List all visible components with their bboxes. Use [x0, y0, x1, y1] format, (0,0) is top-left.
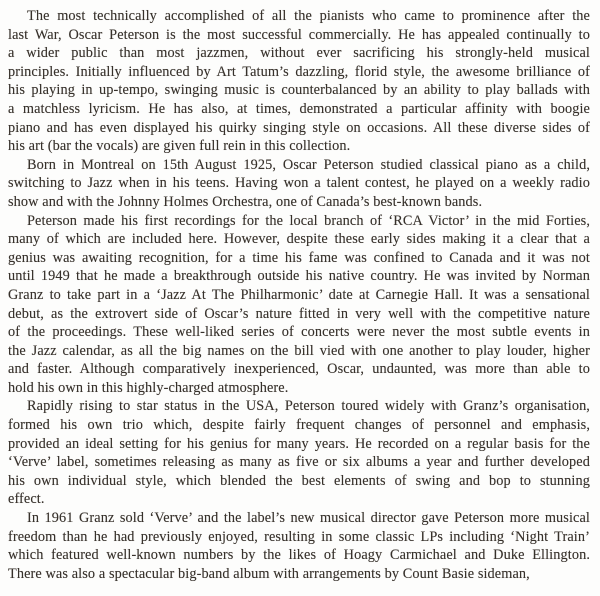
- text-line: last War, Oscar Peterson is the most successful commercially. He has appealed continually to: [8, 26, 590, 43]
- text-line: In 1961 Granz sold ‘Verve’ and the label’s new musical director gave Peterson more musical: [27, 510, 590, 527]
- liner-notes-text: [8, 7, 590, 583]
- text-line: a matchless lyricism. He has also, at times, demonstrated a particular affinity with boogie: [8, 100, 590, 117]
- paragraph-1: [8, 7, 590, 156]
- text-line: hold his own in this highly-charged atmosphere.: [8, 379, 289, 396]
- text-line: The most technically accomplished of all the pianists who came to prominence after the: [27, 8, 590, 24]
- text-line: many of which are included here. However, despite these early sides making it a clear that a: [8, 231, 590, 248]
- text-line: switching to Jazz when in his teens. Having won a talent contest, he played on a weekly radio: [8, 175, 590, 192]
- text-line: Granz to take part in a ‘Jazz At The Philharmonic’ date at Carnegie Hall. It was a sensational: [8, 286, 590, 303]
- text-line: There was also a spectacular big-band album with arrangements by Count Basie sideman,: [8, 565, 530, 582]
- paragraph-5: [8, 509, 590, 583]
- text-line: effect.: [8, 491, 45, 508]
- text-line: of the proceedings. These well-liked series of concerts were never the most subtle events in: [8, 324, 590, 341]
- text-line: principles. Initially influenced by Art Tatum’s dazzling, florid style, the awesome brilliance of: [8, 63, 590, 80]
- text-line: which featured well-known numbers by the likes of Hoagy Carmichael and Duke Ellington.: [8, 547, 590, 564]
- text-line: genius was awaiting recognition, for a time his fame was confined to Canada and it was not: [8, 249, 590, 266]
- text-line: and faster. Although comparatively inexperienced, Oscar, undaunted, was more than able to: [8, 361, 590, 378]
- text-line: his art (bar the vocals) are given full rein in this collection.: [8, 138, 351, 155]
- text-line: Peterson made his first recordings for the local branch of ‘RCA Victor’ in the mid Forties,: [27, 212, 590, 229]
- text-line: ‘Verve’ label, sometimes releasing as many as five or six albums a year and further developed: [8, 454, 590, 471]
- paragraph-3: [8, 212, 590, 398]
- text-line: Born in Montreal on 15th August 1925, Oscar Peterson studied classical piano as a child,: [27, 156, 590, 173]
- paragraph-4: [8, 397, 590, 509]
- text-line: formed his own trio which, despite fairly frequent changes of personnel and emphasis,: [8, 417, 590, 434]
- text-line: provided an ideal setting for his genius for many years. He recorded on a regular basis for the: [8, 435, 590, 452]
- text-line: his own individual style, which blended the best elements of swing and bop to stunning: [8, 472, 590, 489]
- text-line: debut, as the extrovert side of Oscar’s nature fitted in very well with the competitive nature: [8, 305, 590, 322]
- text-line: Rapidly rising to star status in the USA, Peterson toured widely with Granz’s organisation,: [27, 398, 590, 415]
- text-line: show and with the Johnny Holmes Orchestra, one of Canada’s best-known bands.: [8, 193, 483, 210]
- text-line: the Jazz calendar, as all the big names on the bill vied with one another to play louder, higher: [8, 342, 590, 359]
- text-line: freedom than he had previously enjoyed, resulting in some classic LPs including ‘Night Train’: [8, 528, 590, 545]
- text-line: his playing in up-tempo, swinging music is counterbalanced by an ability to play ballads with: [8, 82, 590, 99]
- text-line: a wider public than most jazzmen, without ever sacrificing his strongly-held musical: [8, 45, 590, 62]
- text-line: until 1949 that he made a breakthrough outside his native country. He was invited by Norman: [8, 268, 590, 285]
- text-line: piano and has even displayed his quirky singing style on occasions. All these diverse sides of: [8, 119, 590, 136]
- paragraph-2: [8, 156, 590, 212]
